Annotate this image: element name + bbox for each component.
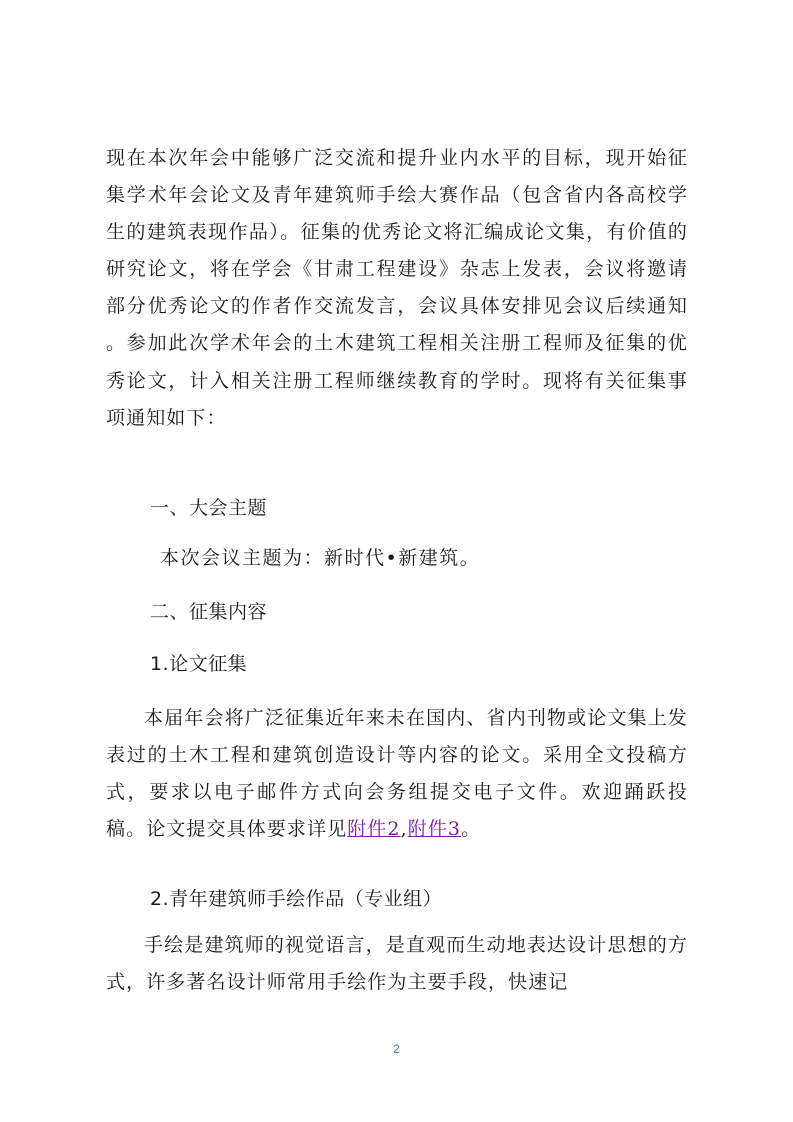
attachment-3-link[interactable]: 附件3: [407, 818, 462, 841]
drawing-paragraph: 手绘是建筑师的视觉语言，是直观而生动地表达设计思想的方式，许多著名设计师常用手绘作为主要手段，快速记: [106, 934, 688, 994]
section-heading-content: 二、征集内容: [150, 601, 268, 623]
section-heading-theme: 一、大会主题: [150, 497, 268, 519]
subsection-heading-papers: 1.论文征集: [150, 653, 248, 675]
link-separator: ,: [400, 818, 408, 841]
theme-text: 本次会议主题为：新时代•新建筑。: [160, 547, 481, 569]
paper-paragraph-text: 本届年会将广泛征集近年来未在国内、省内刊物或论文集上发表过的土木工程和建筑创造设计等内容的论文。采用全文投稿方式，要求以电子邮件方式向会务组提交电子文件。欢迎踊跃投稿。论文提交具体要求详见: [106, 707, 688, 841]
intro-paragraph: 现在本次年会中能够广泛交流和提升业内水平的目标，现开始征集学术年会论文及青年建筑师手绘大赛作品（包含省内各高校学生的建筑表现作品）。征集的优秀论文将汇编成论文集，有价值的研究论文，将在学会《甘肃工程建设》杂志上发表，会议将邀请部分优秀论文的作者作交流发言，会议具体安排见会议后续通知 。参加此次学术年会的土木建筑工程相关注册工程师及征集的优秀论文，计入相关注册工程师继续教育的学时。现将有关征集事项通知如下：: [106, 147, 688, 429]
attachment-2-link[interactable]: 附件2: [347, 818, 401, 841]
paragraph-end: 。: [461, 818, 482, 841]
paper-paragraph: [106, 700, 688, 848]
page-number: 2: [393, 1042, 400, 1056]
subsection-heading-drawings: 2.青年建筑师手绘作品（专业组）: [150, 888, 443, 910]
